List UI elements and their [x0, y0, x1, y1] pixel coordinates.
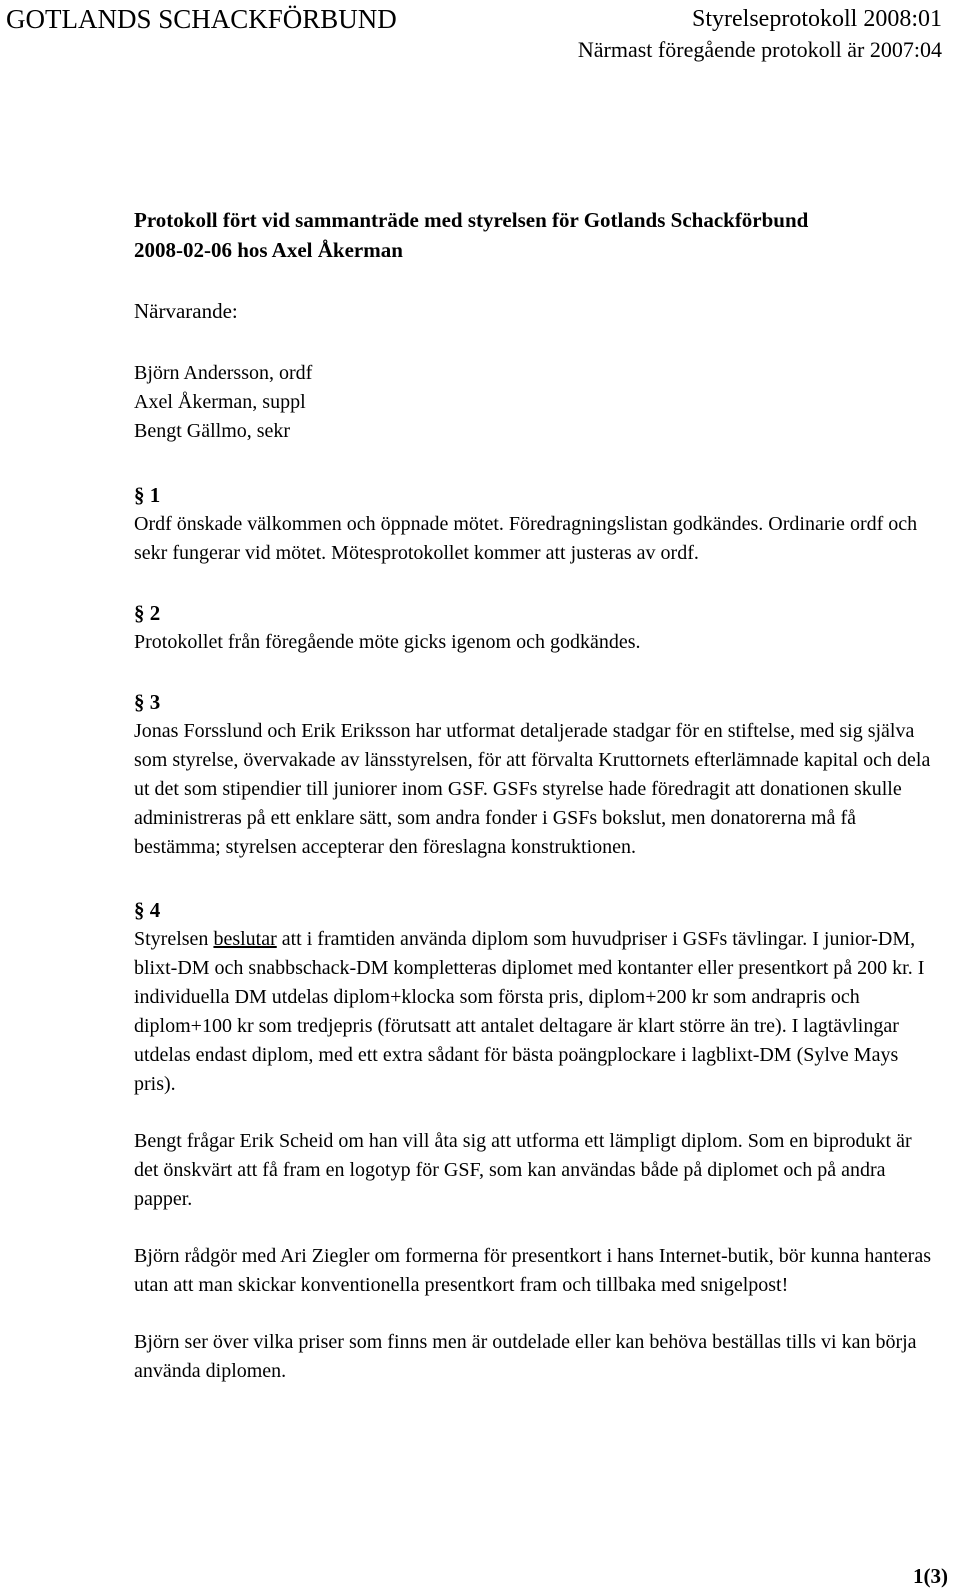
section-2-text: Protokollet från föregående möte gicks igenom och godkändes. [134, 631, 641, 653]
title-line-2: 2008-02-06 hos Axel Åkerman [134, 238, 403, 262]
decision-text-start: Styrelsen [134, 928, 214, 950]
attendee: Bengt Gällmo, sekr [134, 420, 291, 442]
attendee: Axel Åkerman, suppl [134, 391, 306, 413]
page-number: 1(3) [913, 1564, 948, 1588]
protocol-header [578, 3, 942, 65]
present-label: Närvarande: [134, 299, 238, 323]
section-3-text: Jonas Forsslund och Erik Eriksson har utformat detaljerade stadgar för en stiftelse, med sig själva som styrelse, övervakade av länsstyrelsen, för att förvalta Kruttornets efterlämnade kapital och dela ut det som stipendier till juniorer inom GSF. GSFs styrelse hade föredragit att donationen skulle administreras på ett enklare sätt, som andra fonder i GSFs bokslut, men donatorerna må få bestämma; styrelsen accepterar den föreslagna konstruktionen. [134, 720, 931, 858]
section-4-diploma-paragraph: Bengt frågar Erik Scheid om han vill åta sig att utforma ett lämpligt diplom. Som en biprodukt är det önskvärt att få fram en logotyp för GSF, som kan användas både på diplomet och på andra papper. [134, 1130, 912, 1210]
document-body [134, 205, 940, 1386]
section-2-heading: § 2 [134, 601, 161, 625]
protocol-number: Styrelseprotokoll 2008:01 [692, 6, 942, 32]
organization-name: GOTLANDS SCHACKFÖRBUND [6, 4, 397, 34]
section-4-giftcard-paragraph: Björn rådgör med Ari Ziegler om formerna för presentkort i hans Internet-butik, bör kunna hanteras utan att man skickar konventionella presentkort fram och tillbaka med snigelpost! [134, 1245, 931, 1296]
section-4-prizes-paragraph: Björn ser över vilka priser som finns men är outdelade eller kan behöva beställas tills vi kan börja använda diplomen. [134, 1331, 917, 1382]
section-3-heading: § 3 [134, 690, 161, 714]
section-4-heading: § 4 [134, 898, 161, 922]
attendee: Björn Andersson, ordf [134, 362, 313, 384]
section-4-decision-paragraph [134, 925, 940, 1099]
section-1-text: Ordf önskade välkommen och öppnade mötet. Föredragningslistan godkändes. Ordinarie ordf och sekr fungerar vid mötet. Mötesprotokollet kommer att justeras av ordf. [134, 513, 918, 564]
decision-text-rest: att i framtiden använda diplom som huvudpriser i GSFs tävlingar. I junior-DM, blixt-DM och snabbschack-DM kompletteras diplomet med kontanter eller presentkort på 200 kr. I individuella DM utdelas diplom+klocka som första pris, diplom+200 kr som andrapris och diplom+100 kr som tredjepris (förutsatt att antalet deltagare är klart större än tre). I lagtävlingar utdelas endast diplom, med ett extra sådant för bästa poängplockare i lagblixt-DM (Sylve Mays pris). [134, 928, 925, 1095]
decision-underlined-word: beslutar [213, 928, 277, 950]
previous-protocol: Närmast föregående protokoll är 2007:04 [577, 37, 942, 62]
section-1-heading: § 1 [134, 483, 161, 507]
attendee-list [134, 359, 940, 446]
document-title [134, 205, 940, 265]
title-line-1: Protokoll fört vid sammanträde med styrelsen för Gotlands Schackförbund [134, 208, 809, 232]
